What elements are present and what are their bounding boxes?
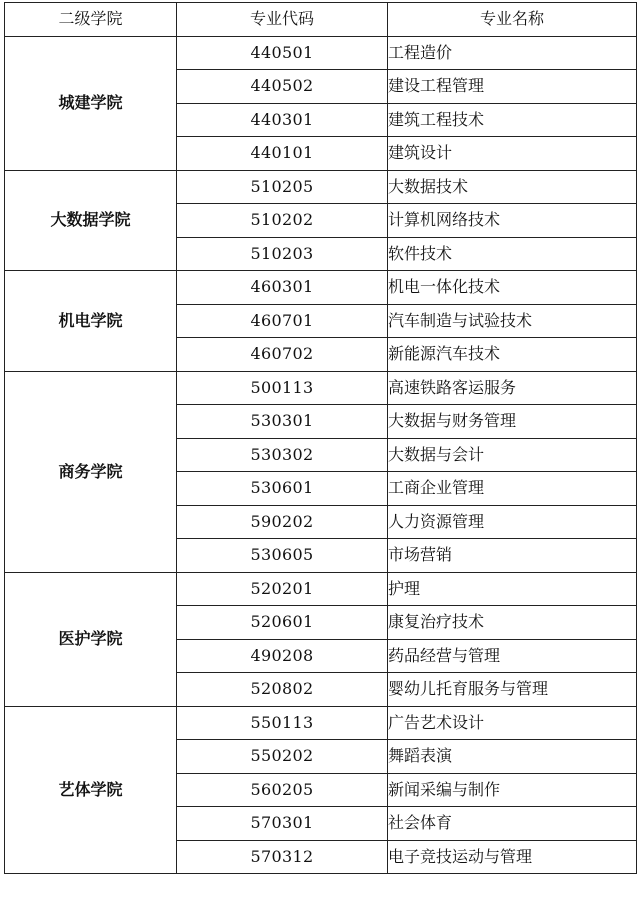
major-name-cell: 市场营销: [388, 539, 637, 573]
major-name-cell: 汽车制造与试验技术: [388, 304, 637, 338]
major-code-cell: 520601: [177, 606, 388, 640]
college-cell: 城建学院: [5, 36, 177, 170]
table-row: [5, 371, 637, 405]
college-cell: 机电学院: [5, 271, 177, 372]
major-code-cell: 460301: [177, 271, 388, 305]
major-name-cell: 康复治疗技术: [388, 606, 637, 640]
table-row: [5, 572, 637, 606]
major-code-cell: 570301: [177, 807, 388, 841]
major-name-cell: 大数据与财务管理: [388, 405, 637, 439]
major-name-cell: 工程造价: [388, 36, 637, 70]
major-code-cell: 510205: [177, 170, 388, 204]
header-college: 二级学院: [5, 3, 177, 37]
major-name-cell: 人力资源管理: [388, 505, 637, 539]
major-name-cell: 机电一体化技术: [388, 271, 637, 305]
majors-table: [4, 2, 637, 874]
major-code-cell: 460701: [177, 304, 388, 338]
major-code-cell: 490208: [177, 639, 388, 673]
major-name-cell: 建筑设计: [388, 137, 637, 171]
college-cell: 艺体学院: [5, 706, 177, 874]
major-code-cell: 460702: [177, 338, 388, 372]
major-name-cell: 舞蹈表演: [388, 740, 637, 774]
major-name-cell: 电子竞技运动与管理: [388, 840, 637, 874]
table-row: [5, 170, 637, 204]
major-name-cell: 软件技术: [388, 237, 637, 271]
major-code-cell: 440101: [177, 137, 388, 171]
major-code-cell: 500113: [177, 371, 388, 405]
college-cell: 医护学院: [5, 572, 177, 706]
major-name-cell: 新闻采编与制作: [388, 773, 637, 807]
major-code-cell: 570312: [177, 840, 388, 874]
major-code-cell: 550202: [177, 740, 388, 774]
major-code-cell: 590202: [177, 505, 388, 539]
major-name-cell: 药品经营与管理: [388, 639, 637, 673]
major-name-cell: 计算机网络技术: [388, 204, 637, 238]
major-name-cell: 工商企业管理: [388, 472, 637, 506]
major-code-cell: 440502: [177, 70, 388, 104]
major-name-cell: 婴幼儿托育服务与管理: [388, 673, 637, 707]
major-name-cell: 高速铁路客运服务: [388, 371, 637, 405]
table-row: [5, 706, 637, 740]
major-name-cell: 建设工程管理: [388, 70, 637, 104]
major-code-cell: 520201: [177, 572, 388, 606]
major-name-cell: 大数据与会计: [388, 438, 637, 472]
major-code-cell: 530301: [177, 405, 388, 439]
major-code-cell: 510202: [177, 204, 388, 238]
table-row: [5, 36, 637, 70]
table-body: [5, 36, 637, 874]
major-code-cell: 530601: [177, 472, 388, 506]
major-code-cell: 440501: [177, 36, 388, 70]
major-code-cell: 520802: [177, 673, 388, 707]
major-code-cell: 560205: [177, 773, 388, 807]
major-code-cell: 530605: [177, 539, 388, 573]
major-code-cell: 530302: [177, 438, 388, 472]
major-name-cell: 护理: [388, 572, 637, 606]
major-name-cell: 建筑工程技术: [388, 103, 637, 137]
major-name-cell: 大数据技术: [388, 170, 637, 204]
major-name-cell: 社会体育: [388, 807, 637, 841]
college-cell: 商务学院: [5, 371, 177, 572]
major-code-cell: 510203: [177, 237, 388, 271]
major-code-cell: 440301: [177, 103, 388, 137]
major-code-cell: 550113: [177, 706, 388, 740]
table-row: [5, 271, 637, 305]
major-name-cell: 广告艺术设计: [388, 706, 637, 740]
header-row: [5, 3, 637, 37]
college-cell: 大数据学院: [5, 170, 177, 271]
header-name: 专业名称: [388, 3, 637, 37]
header-code: 专业代码: [177, 3, 388, 37]
major-name-cell: 新能源汽车技术: [388, 338, 637, 372]
